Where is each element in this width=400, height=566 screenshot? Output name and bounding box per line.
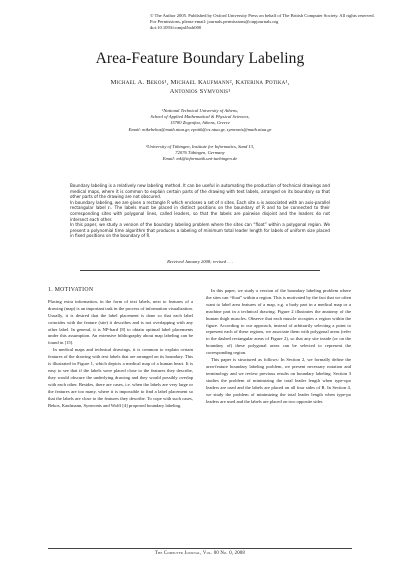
affiliation-2-email: Email: mk@informatik.uni-tuebingen.de	[162, 156, 238, 162]
body-paragraph: In this paper, we study a version of the boundary labeling problem where the sites can “float” within a region. This is motivated by the fact that we often want to label area features of a map, e.g. a body part in a medical map or a machine part in a technical drawing. Figure 2 illustrates the anatomy of the human thigh muscles. Observe that each muscle occupies a region within the figure. According to our approach, instead of arbitrarily selecting a point to represent each of these regions, we associate them with polygonal areas (refer to the dashed rectangular areas of Figure 2), so that any site inside (or on the boundary of) these polygonal areas can be selected to represent the corresponding region.	[206, 288, 351, 356]
body-paragraph: In medical maps and technical drawings, it is common to explain certain features of the drawing with text labels that are arranged on its boundary. This is illustrated in Figure 1, which depicts a medical map of a human heart. It is easy to see that if the labels were placed close to the features they describe, they would obscure the underlying drawing and they would possibly overlap with each other. Besides, there are cases, i.e. when the labels are very large or the features are too many, where it is impossible to find a label placement so that the labels are close to the features they describe. To cope with such cases, Bekos, Kaufmann, Symvonis and Wolff [4] proposed boundary labeling.	[48, 347, 193, 408]
paper-title: Area-Feature Boundary Labeling	[95, 50, 305, 67]
authors-line-1: Michael A. Bekos¹, Michael Kaufmann², Katerina Potika¹,	[110, 79, 290, 86]
affiliation-1-email: Email: mikebekos@math.ntua.gr, epotik@cs.ntua.gr, symvonis@math.ntua.gr	[128, 126, 272, 132]
affiliation-1-line: ¹National Technical University of Athens,	[161, 108, 239, 113]
section-heading: 1. MOTIVATION	[48, 287, 94, 293]
affiliation-1	[0, 108, 400, 133]
abstract-paragraph: Boundary labeling is a relatively new labeling method. It can be useful in automating the production of technical drawings and medical maps, where it is common to explain certain parts of the drawing with text labels, arranged on its boundary so that other parts of the drawing are not obscured.	[70, 183, 330, 200]
permissions-line: For Permissions, please email: journals.permissions@oupjournals.org	[150, 19, 279, 24]
header-divider	[80, 270, 320, 271]
right-column	[206, 288, 351, 405]
footer-divider	[48, 548, 352, 549]
affiliation-2	[0, 144, 400, 163]
affiliation-1-line: 15780 Zografou, Athens, Greece	[170, 120, 230, 126]
abstract-paragraph: In boundary labeling, we are given a rectangle R which encloses a set of n sites. Each site sᵢ is associated with an axis-parallel rectangular label ℓᵢ. The labels must be placed in distinct positions on the boundary of R and to be connected to their corresponding sites with polygonal lines, called leaders, so that the labels are pairwise disjoint and the leaders do not intersect each other.	[70, 199, 330, 222]
doi-line: doi:10.1093/comjnl/bxh000	[150, 25, 202, 30]
author-list	[0, 78, 400, 96]
copyright-line: © The Author 2005. Published by Oxford University Press on behalf of The British Computer Society. All rights reserved.	[150, 13, 375, 18]
body-paragraph: This paper is structured as follows: In Section 2, we formally define the area-feature boundary labeling problem, we present necessary notation and terminology and we review previous results on boundary labeling. Section 3 studies the problem of minimizing the total leader length when type-opo leaders are used and the labels are placed on all four sides of R. In Section 4, we study the problem of minimizing the total leader length when type-po leaders are used and the labels are placed on two opposite sides	[206, 357, 351, 404]
abstract-paragraph: In this paper, we study a version of the boundary labeling problem where the sites can “float” within a polygonal region. We present a polynomial time algorithm that produces a labeling of minimum total leader length for labels of uniform size placed in fixed positions on the boundary of R.	[70, 222, 330, 239]
affiliation-2-line: ²University of Tübingen, Institute for Informatics, Sand 13,	[145, 144, 255, 149]
affiliation-1-line: School of Applied Mathematical & Physical Sciences,	[150, 114, 250, 120]
authors-line-2: Antonios Symvonis¹	[169, 88, 231, 95]
received-date: Received January 2008; revised . . .	[167, 259, 233, 264]
body-paragraph: Placing extra information, in the form of text labels, next to features of a drawing (map) is an important task in the process of information visualization. Usually, it is desired that the label placement is done so that each label coincides with the feature (site) it describes and is not overlapping with any other label. In general, it is NP-hard [8] to obtain optimal label placements under this assumption. An extensive bibliography about map labeling can be found in [15].	[48, 298, 193, 346]
copyright-notice	[150, 13, 390, 31]
journal-footer: The Computer Journal, Vol. 00 No. 0, 2008	[154, 551, 246, 556]
abstract	[70, 183, 330, 239]
left-column	[48, 287, 193, 409]
affiliation-2-line: 72076 Tübingen, Germany	[175, 150, 225, 156]
